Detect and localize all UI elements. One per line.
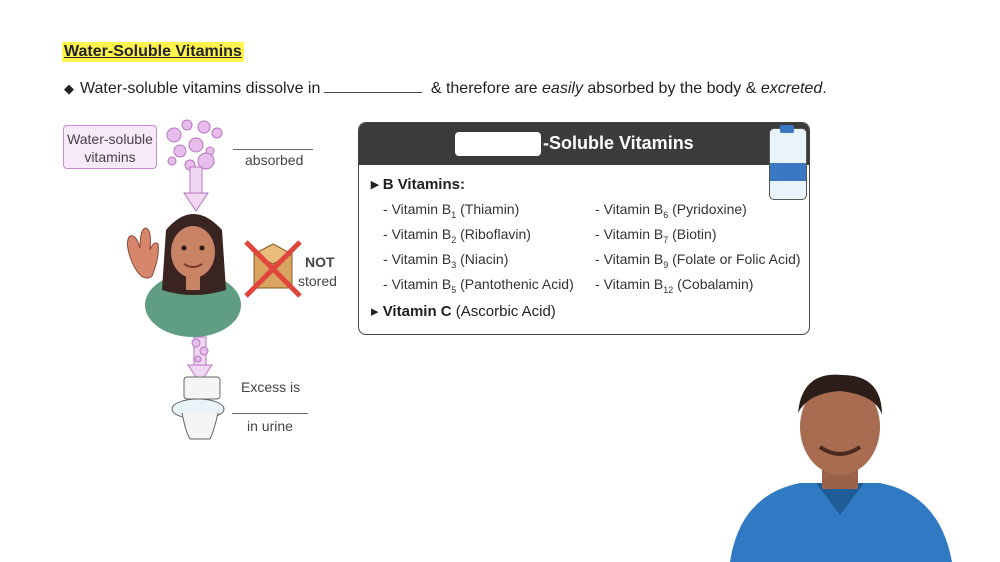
vitamin-b5: - Vitamin $B_5$ (Pantothenic Acid) bbox=[383, 276, 574, 295]
bullet-sentence bbox=[64, 78, 827, 98]
bullet-text-2: & therefore are bbox=[430, 80, 538, 97]
not-label: NOT bbox=[305, 254, 335, 270]
presenter-video bbox=[720, 365, 960, 562]
down-arrow-lower-icon bbox=[188, 337, 212, 383]
vitamin-b1: - Vitamin $B_1$ (Thiamin) bbox=[383, 201, 520, 220]
bullet-emphasis-excreted: excreted bbox=[760, 80, 823, 97]
excreted-blank bbox=[232, 412, 308, 414]
wsv-label-line2: vitamins bbox=[84, 149, 136, 165]
wsv-label-line1: Water-soluble bbox=[67, 131, 153, 147]
bullet-text-1: Water-soluble vitamins dissolve in bbox=[80, 80, 321, 97]
bullet-text-3: absorbed by the body & bbox=[587, 80, 757, 97]
water-soluble-vitamins-box bbox=[63, 125, 157, 169]
vitamin-c: ▸ Vitamin C (Ascorbic Acid) bbox=[371, 303, 556, 320]
diamond-bullet-icon: ◆ bbox=[64, 81, 74, 96]
person-illustration bbox=[118, 200, 258, 340]
card-title-blank bbox=[455, 132, 541, 156]
excess-label: Excess is bbox=[241, 379, 301, 395]
vitamin-b9: - Vitamin $B_9$ (Folate or Folic Acid) bbox=[595, 251, 801, 270]
toilet-icon bbox=[172, 377, 224, 439]
card-header bbox=[359, 123, 809, 165]
not-stored-crossed-box-icon bbox=[240, 236, 306, 302]
vitamin-b12: - Vitamin $B_{12}$ (Cobalamin) bbox=[595, 276, 754, 295]
vitamin-b7: - Vitamin $B_7$ (Biotin) bbox=[595, 226, 717, 245]
fill-blank bbox=[324, 78, 422, 93]
slide-title: Water-Soluble Vitamins bbox=[64, 43, 242, 60]
stored-label: stored bbox=[298, 273, 337, 289]
absorbed-blank bbox=[233, 148, 313, 150]
in-urine-label: in urine bbox=[247, 418, 293, 434]
card-title: -Soluble Vitamins bbox=[543, 133, 694, 153]
b-vitamins-heading: ▸ B Vitamins: bbox=[371, 176, 465, 193]
vitamin-bubbles-icon bbox=[167, 120, 222, 170]
vitamin-b3: - Vitamin $B_3$ (Niacin) bbox=[383, 251, 509, 270]
water-bottle-icon bbox=[769, 128, 807, 200]
vitamin-b2: - Vitamin $B_2$ (Riboflavin) bbox=[383, 226, 531, 245]
absorbed-label: absorbed bbox=[245, 152, 304, 168]
waving-hand-icon bbox=[127, 228, 158, 278]
b-vitamins-heading-text: B Vitamins: bbox=[382, 176, 465, 193]
vitamin-c-rest: (Ascorbic Acid) bbox=[451, 303, 556, 320]
soluble-vitamins-card bbox=[358, 122, 810, 335]
bullet-emphasis-easily: easily bbox=[542, 80, 583, 97]
bullet-period: . bbox=[822, 80, 827, 97]
vitamin-c-bold: Vitamin C bbox=[382, 303, 452, 320]
vitamin-b6: - Vitamin $B_6$ (Pyridoxine) bbox=[595, 201, 747, 220]
